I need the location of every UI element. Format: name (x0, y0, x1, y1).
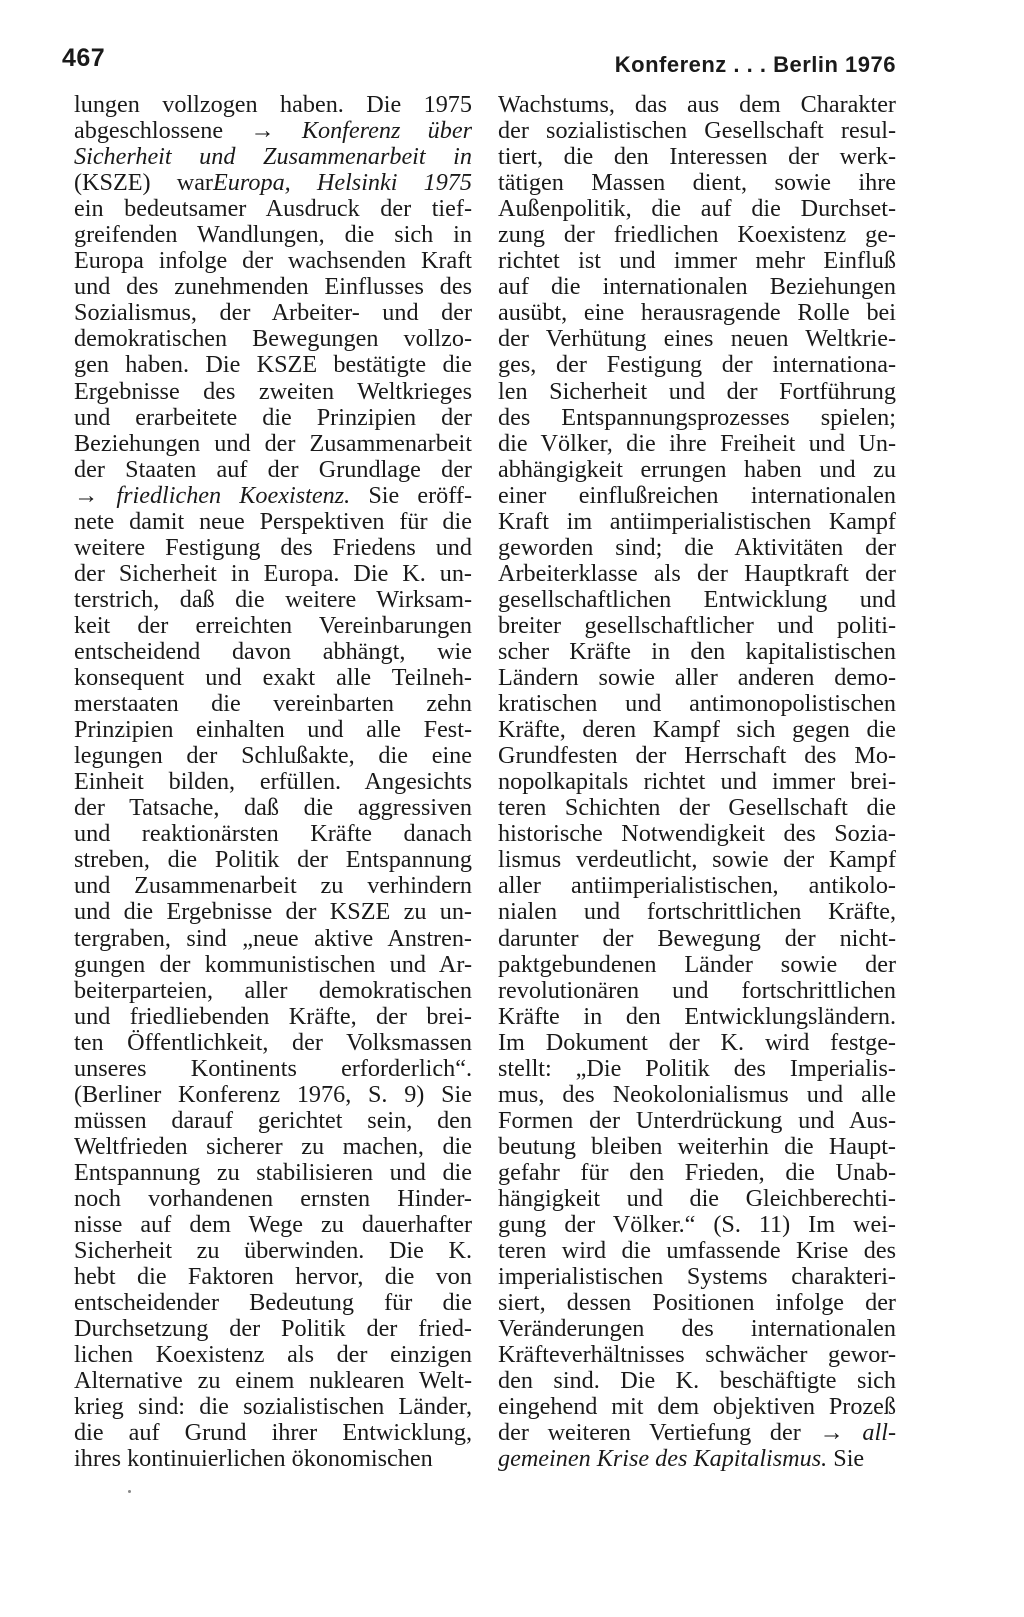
text-line (74, 196, 472, 222)
text-line (74, 1264, 472, 1290)
text-segment: krieg sind: die sozialistischen Länder, (74, 1394, 472, 1421)
text-segment: len Sicherheit und der Fortführung (498, 378, 896, 405)
text-segment: (KSZE) war (74, 170, 213, 197)
text-line (498, 1368, 896, 1394)
text-segment: → (74, 482, 117, 509)
text-segment: eingehend mit dem objektiven Prozeß (498, 1394, 896, 1421)
text-segment: Kräfteverhältnisses schwächer gewor- (498, 1342, 896, 1369)
text-line (498, 1264, 896, 1290)
text-segment: Kräfte in den Entwicklungsländern. (498, 1003, 896, 1030)
text-segment: der weiteren Vertiefung der → (498, 1420, 863, 1447)
text-segment: Im Dokument der K. wird festge- (498, 1029, 896, 1056)
text-segment: revolutionären und fortschrittlichen (498, 977, 896, 1004)
italic-segment: friedlichen Koexistenz. (116, 482, 351, 509)
text-line (74, 899, 472, 925)
text-segment: paktgebundenen Länder sowie der (498, 951, 896, 978)
text-line (74, 352, 472, 378)
text-line (498, 352, 896, 378)
text-line (74, 1212, 472, 1238)
text-line (74, 717, 472, 743)
text-segment: nialen und fortschrittlichen Kräfte, (498, 899, 896, 926)
text-segment: und erarbeitete die Prinzipien der (74, 404, 472, 431)
text-line (498, 821, 896, 847)
text-segment: teren Schichten der Gesellschaft die (498, 795, 896, 822)
text-segment: zung der friedlichen Koexistenz ge- (498, 222, 896, 249)
text-line (74, 1394, 472, 1420)
text-line (498, 847, 896, 873)
text-segment: richtet ist und immer mehr Einfluß (498, 248, 896, 275)
text-segment: Europa infolge der wachsenden Kraft (74, 248, 472, 275)
text-segment: beutung bleiben weiterhin die Haupt- (498, 1133, 896, 1160)
text-line (498, 899, 896, 925)
text-segment: tiert, die den Interessen der werk- (498, 144, 896, 171)
text-line (74, 1186, 472, 1212)
text-line (74, 769, 472, 795)
text-segment: Ländern sowie aller anderen demo- (498, 665, 896, 692)
text-segment: ten Öffentlichkeit, der Volksmassen (74, 1029, 472, 1056)
text-line (74, 222, 472, 248)
text-line (74, 457, 472, 483)
text-line (74, 326, 472, 352)
text-line (498, 405, 896, 431)
text-line (498, 717, 896, 743)
text-line (498, 639, 896, 665)
text-segment: Sie eröff- (350, 482, 472, 509)
text-line (74, 483, 472, 509)
text-segment: und friedliebenden Kräfte, der brei- (74, 1003, 472, 1030)
text-line (498, 795, 896, 821)
text-segment: lungen vollzogen haben. Die 1975 (74, 92, 472, 118)
text-segment: gefahr für den Frieden, die Unab- (498, 1159, 896, 1186)
text-line (74, 561, 472, 587)
text-segment: Prinzipien einhalten und alle Fest- (74, 717, 472, 744)
running-head: Konferenz . . . Berlin 1976 (614, 52, 896, 77)
text-line (498, 691, 896, 717)
text-segment: Sozialismus, der Arbeiter- und der (74, 300, 472, 327)
text-segment: legungen der Schlußakte, die eine (74, 743, 472, 770)
text-line (498, 952, 896, 978)
text-segment: abhängigkeit errungen haben und zu (498, 456, 896, 483)
text-line (74, 431, 472, 457)
text-line (74, 821, 472, 847)
text-line (74, 639, 472, 665)
text-segment: teren wird die umfassende Krise des (498, 1238, 896, 1265)
text-segment: tergraben, sind „neue aktive Anstren- (74, 925, 472, 952)
text-line (498, 118, 896, 144)
text-segment: stellt: „Die Politik des Imperialis- (498, 1055, 896, 1082)
text-line (74, 952, 472, 978)
text-segment: (Berliner Konferenz 1976, S. 9) Sie (74, 1081, 472, 1108)
text-line (498, 1056, 896, 1082)
text-line (498, 300, 896, 326)
text-line (74, 1030, 472, 1056)
text-line (74, 1134, 472, 1160)
text-segment: aller antiimperialistischen, antikolo- (498, 873, 896, 900)
text-segment: merstaaten die vereinbarten zehn (74, 691, 472, 718)
text-segment: Sie (827, 1446, 865, 1473)
text-line (74, 978, 472, 1004)
text-segment: den sind. Die K. beschäftigte sich (498, 1368, 896, 1395)
text-line (74, 300, 472, 326)
left-text-column (74, 92, 472, 1472)
text-line (498, 978, 896, 1004)
text-segment: der Staaten auf der Grundlage der (74, 456, 472, 483)
text-segment: weitere Festigung des Friedens und (74, 534, 472, 561)
text-segment: imperialistischen Systems charakteri- (498, 1264, 896, 1291)
text-line (74, 1082, 472, 1108)
text-segment: gungen der kommunistischen und Ar- (74, 951, 472, 978)
text-line (498, 1238, 896, 1264)
text-line (74, 92, 472, 118)
text-line (498, 1108, 896, 1134)
text-segment: Kraft im antiimperialistischen Kampf (498, 508, 896, 535)
text-line (498, 926, 896, 952)
text-segment: entscheidender Bedeutung für die (74, 1290, 472, 1317)
italic-segment: Konferenz über (301, 118, 472, 145)
text-line (498, 613, 896, 639)
text-segment: Wachstums, das aus dem Charakter (498, 92, 896, 118)
text-line (498, 248, 896, 274)
text-segment: nopolkapitals richtet und immer brei- (498, 769, 896, 796)
text-segment: nisse auf dem Wege zu dauerhafter (74, 1212, 472, 1239)
text-line (74, 274, 472, 300)
text-line (74, 1108, 472, 1134)
text-line (498, 769, 896, 795)
text-line (74, 405, 472, 431)
text-line (498, 457, 896, 483)
text-segment: Ergebnisse des zweiten Weltkrieges (74, 378, 472, 405)
text-line (74, 1238, 472, 1264)
text-line (498, 743, 896, 769)
text-segment: gesellschaftlichen Entwicklung und (498, 586, 896, 613)
text-line (498, 1394, 896, 1420)
text-segment: der Tatsache, daß die aggressiven (74, 795, 472, 822)
text-line (74, 1368, 472, 1394)
text-line (74, 379, 472, 405)
text-line (74, 847, 472, 873)
text-line (74, 118, 472, 144)
page-number: 467 (62, 44, 106, 72)
text-segment: hängigkeit und die Gleichberechti- (498, 1185, 896, 1212)
text-line (498, 1446, 896, 1472)
text-segment: historische Notwendigkeit des Sozia- (498, 821, 896, 848)
italic-segment: gemeinen Krise des Kapitalismus. (498, 1446, 828, 1473)
text-segment: tätigen Massen dient, sowie ihre (498, 170, 896, 197)
text-segment: siert, dessen Positionen infolge der (498, 1290, 896, 1317)
text-segment: gung der Völker.“ (S. 11) Im wei- (498, 1212, 896, 1239)
text-line (498, 196, 896, 222)
text-segment: der Sicherheit in Europa. Die K. un- (74, 560, 472, 587)
text-segment: der Verhütung eines neuen Weltkrie- (498, 326, 896, 353)
text-segment: abgeschlossene → (74, 118, 302, 145)
text-segment: noch vorhandenen ernsten Hinder- (74, 1185, 472, 1212)
text-line (498, 1212, 896, 1238)
text-segment: unseres Kontinents erforderlich“. (74, 1055, 472, 1082)
text-segment: konsequent und exakt alle Teilneh- (74, 665, 472, 692)
italic-segment: all- (862, 1420, 896, 1447)
text-segment: des Entspannungsprozesses spielen; (498, 404, 896, 431)
text-segment: darunter der Bewegung der nicht- (498, 925, 896, 952)
text-line (74, 1420, 472, 1446)
text-line (74, 1446, 472, 1472)
text-line (74, 170, 472, 196)
text-segment: auf die internationalen Beziehungen (498, 274, 896, 301)
text-line (498, 535, 896, 561)
text-segment: gen haben. Die KSZE bestätigte die (74, 352, 472, 379)
text-line (498, 1030, 896, 1056)
text-segment: geworden sind; die Aktivitäten der (498, 534, 896, 561)
text-line (498, 274, 896, 300)
text-line (74, 1290, 472, 1316)
italic-segment: Europa, Helsinki 1975 (213, 170, 472, 197)
text-segment: scher Kräfte in den kapitalistischen (498, 638, 896, 665)
text-segment: Veränderungen des internationalen (498, 1316, 896, 1343)
text-line (498, 1186, 896, 1212)
text-line (74, 587, 472, 613)
text-line (498, 873, 896, 899)
text-line (74, 795, 472, 821)
text-segment: und die Ergebnisse der KSZE zu un- (74, 899, 472, 926)
text-segment: die auf Grund ihrer Entwicklung, (74, 1420, 472, 1447)
text-line (74, 144, 472, 170)
text-segment: Formen der Unterdrückung und Aus- (498, 1107, 896, 1134)
text-line (498, 1420, 896, 1446)
text-segment: entscheidend davon abhängt, wie (74, 638, 472, 665)
text-segment: ihres kontinuierlichen ökonomischen (74, 1446, 433, 1473)
text-segment: die Völker, die ihre Freiheit und Un- (498, 430, 896, 457)
text-line (498, 483, 896, 509)
text-line (74, 1056, 472, 1082)
text-line (74, 691, 472, 717)
text-segment: Beziehungen und der Zusammenarbeit (74, 430, 472, 457)
text-segment: und des zunehmenden Einflusses des (74, 274, 472, 301)
text-line (498, 92, 896, 118)
text-line (498, 1004, 896, 1030)
text-line (74, 1160, 472, 1186)
italic-segment: Sicherheit und Zusammenarbeit in (74, 144, 472, 171)
text-line (74, 873, 472, 899)
text-segment: der sozialistischen Gesellschaft resul- (498, 118, 896, 145)
text-segment: Entspannung zu stabilisieren und die (74, 1159, 472, 1186)
text-segment: kratischen und antimonopolistischen (498, 691, 896, 718)
text-segment: streben, die Politik der Entspannung (74, 847, 472, 874)
text-line (498, 665, 896, 691)
text-segment: einer einflußreichen internationalen (498, 482, 896, 509)
text-line (498, 144, 896, 170)
text-segment: lichen Koexistenz als der einzigen (74, 1342, 472, 1369)
text-line (498, 431, 896, 457)
text-segment: und reaktionärsten Kräfte danach (74, 821, 472, 848)
text-line (498, 1134, 896, 1160)
text-line (498, 1160, 896, 1186)
text-line (498, 1082, 896, 1108)
text-line (498, 509, 896, 535)
text-segment: Grundfesten der Herrschaft des Mo- (498, 743, 896, 770)
text-segment: Sicherheit zu überwinden. Die K. (74, 1238, 472, 1265)
text-segment: müssen darauf gerichtet sein, den (74, 1107, 472, 1134)
text-line (498, 379, 896, 405)
text-line (74, 1316, 472, 1342)
text-segment: mus, des Neokolonialismus und alle (498, 1081, 896, 1108)
text-segment: Außenpolitik, die auf die Durchset- (498, 196, 896, 223)
text-segment: demokratischen Bewegungen vollzo- (74, 326, 472, 353)
text-segment: terstrich, daß die weitere Wirksam- (74, 586, 472, 613)
text-segment: keit der erreichten Vereinbarungen (74, 612, 472, 639)
text-line (498, 170, 896, 196)
text-line (74, 665, 472, 691)
text-line (498, 326, 896, 352)
text-segment: nete damit neue Perspektiven für die (74, 508, 472, 535)
text-segment: greifenden Wandlungen, die sich in (74, 222, 472, 249)
text-segment: Durchsetzung der Politik der fried- (74, 1316, 472, 1343)
text-line (74, 926, 472, 952)
text-line (498, 587, 896, 613)
text-line (498, 1342, 896, 1368)
text-segment: und Zusammenarbeit zu verhindern (74, 873, 472, 900)
text-line (74, 535, 472, 561)
text-segment: breiter gesellschaftlicher und politi- (498, 612, 896, 639)
text-segment: ges, der Festigung der internationa- (498, 352, 896, 379)
text-line (498, 561, 896, 587)
text-line (74, 509, 472, 535)
text-segment: beiterparteien, aller demokratischen (74, 977, 472, 1004)
text-line (498, 1316, 896, 1342)
text-line (74, 1342, 472, 1368)
text-segment: hebt die Faktoren hervor, die von (74, 1264, 472, 1291)
text-line (74, 613, 472, 639)
scan-speck (128, 1490, 131, 1493)
text-segment: ein bedeutsamer Ausdruck der tief- (74, 196, 472, 223)
text-segment: Kräfte, deren Kampf sich gegen die (498, 717, 896, 744)
text-line (74, 1004, 472, 1030)
text-segment: ausübt, eine herausragende Rolle bei (498, 300, 896, 327)
text-line (74, 248, 472, 274)
text-segment: Alternative zu einem nuklearen Welt- (74, 1368, 472, 1395)
text-segment: Einheit bilden, erfüllen. Angesichts (74, 769, 472, 796)
text-segment: Weltfrieden sicherer zu machen, die (74, 1133, 472, 1160)
right-text-column (498, 92, 896, 1472)
text-segment: Arbeiterklasse als der Hauptkraft der (498, 560, 896, 587)
text-segment: lismus verdeutlicht, sowie der Kampf (498, 847, 896, 874)
text-line (498, 1290, 896, 1316)
page-header (62, 44, 896, 84)
text-line (74, 743, 472, 769)
text-line (498, 222, 896, 248)
